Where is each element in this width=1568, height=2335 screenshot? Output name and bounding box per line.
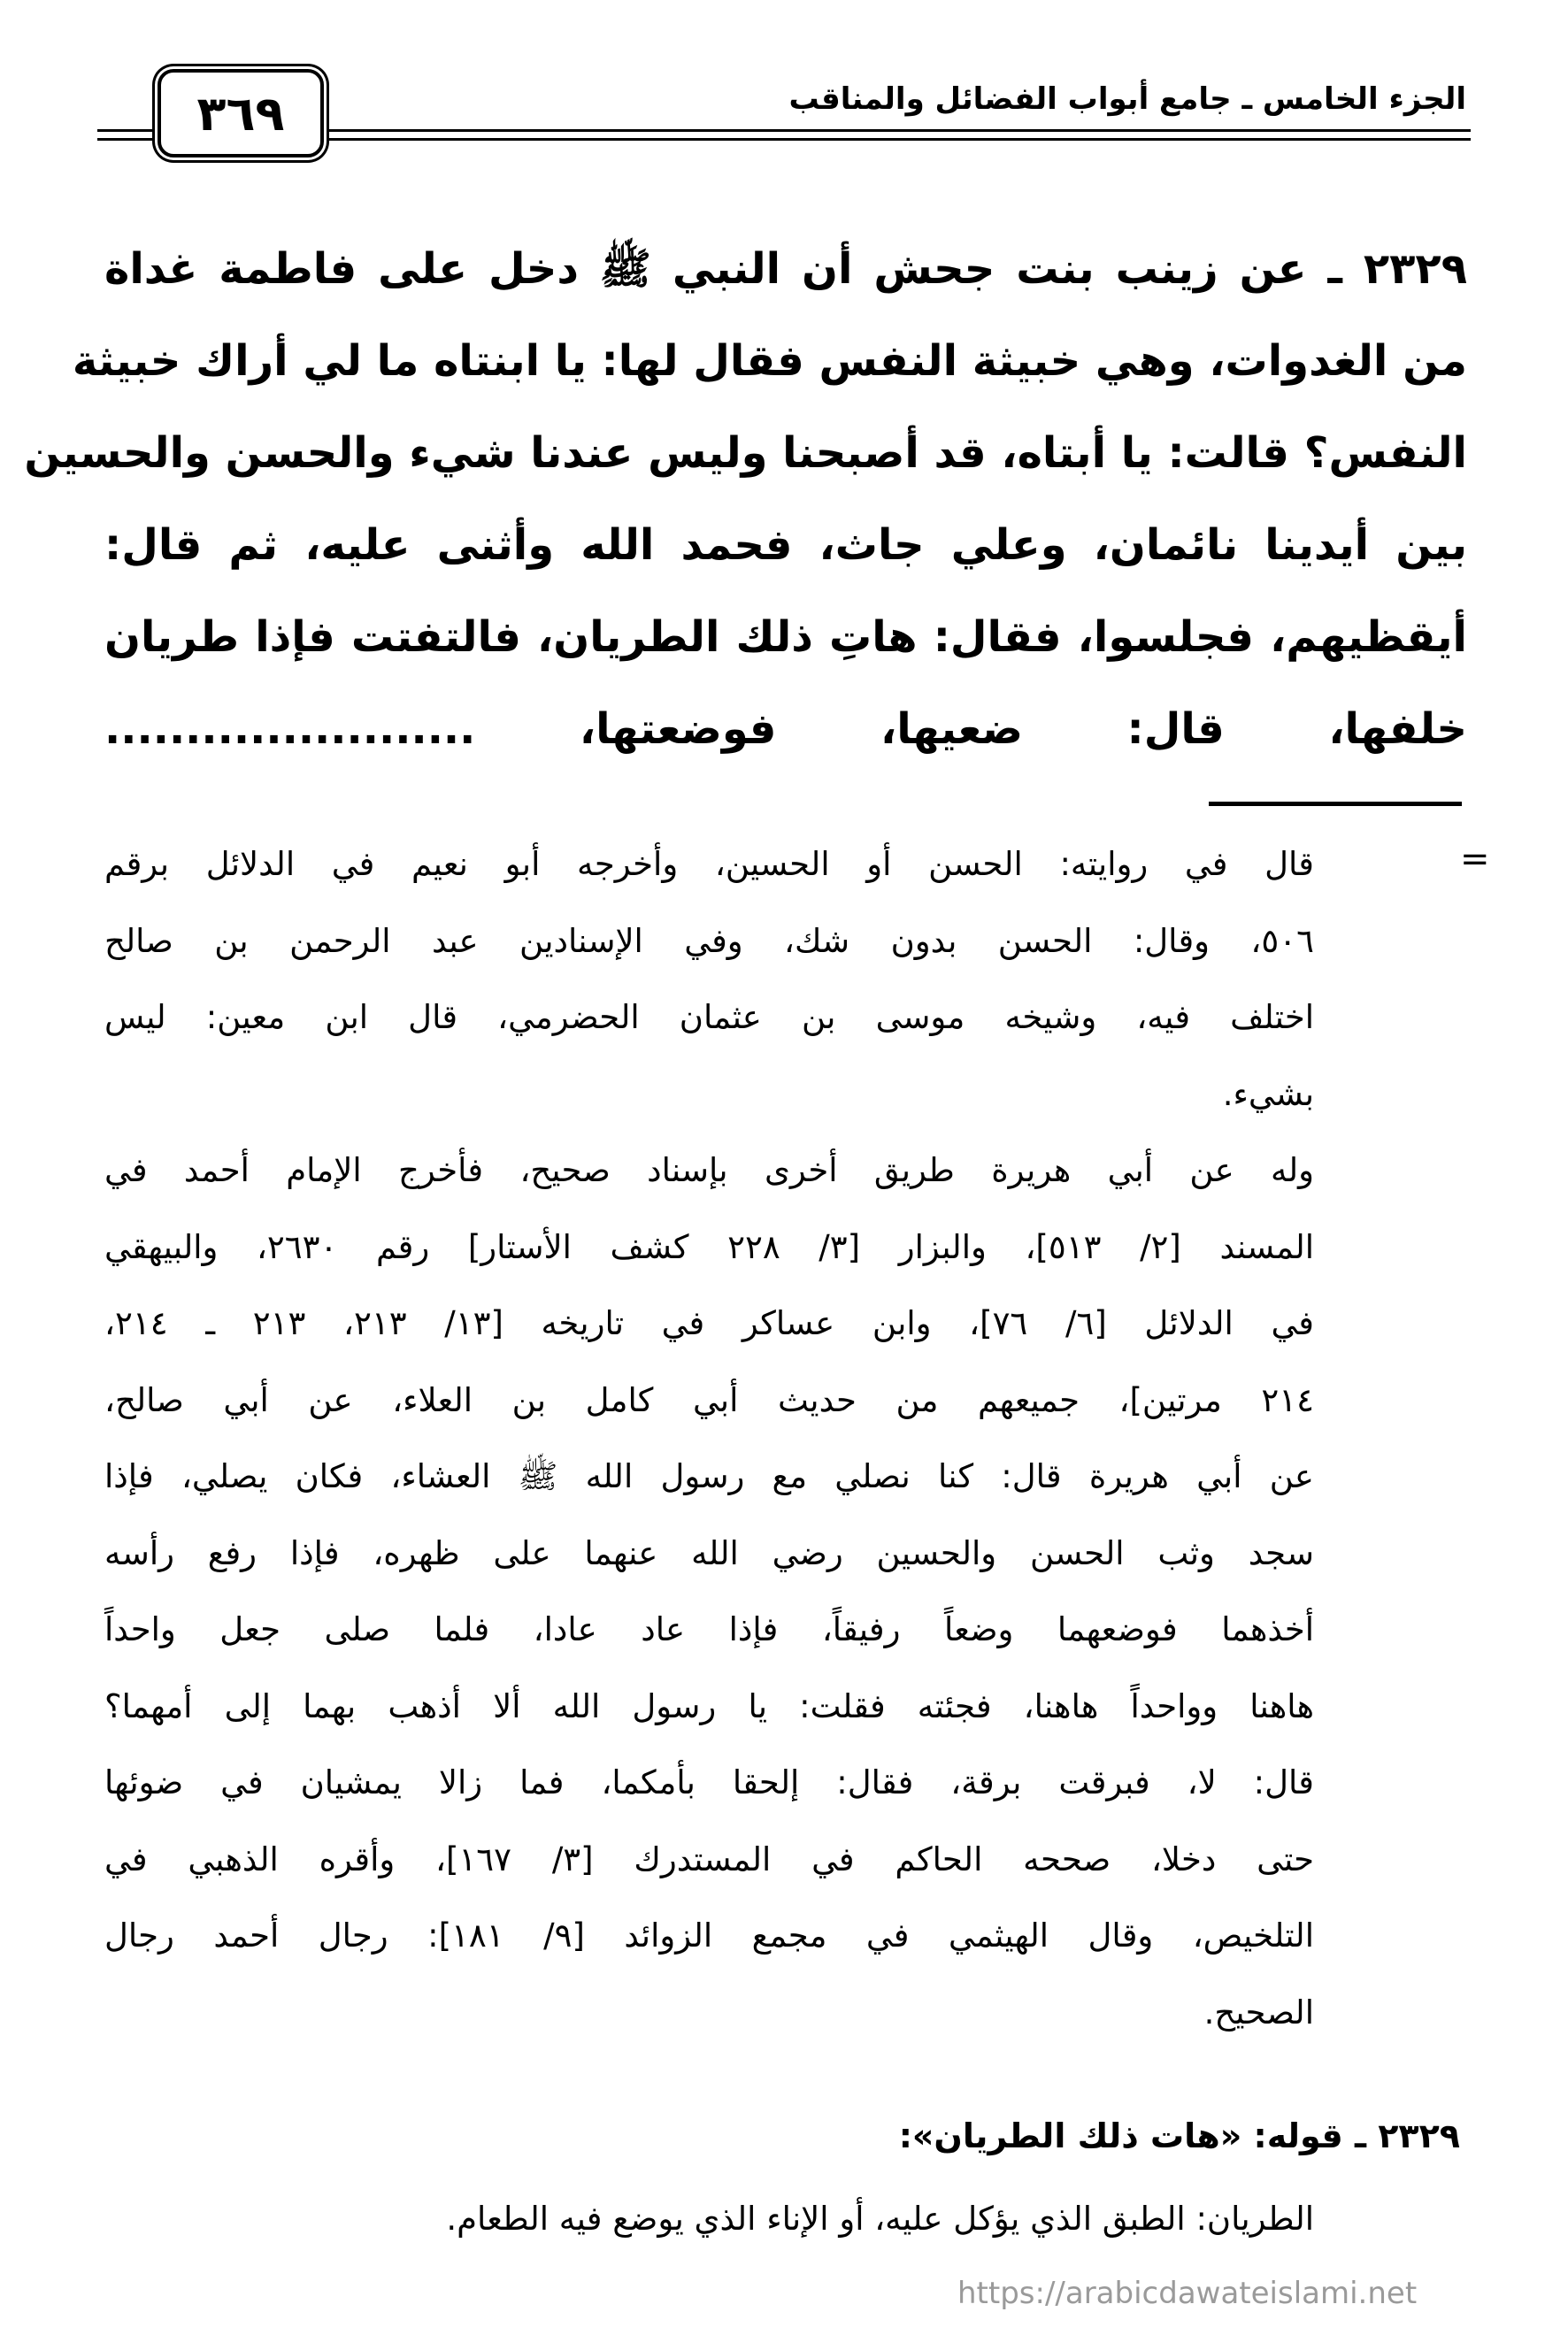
main-text-line: بين أيدينا نائمان، وعلي جاث، فحمد الله وأثنى عليه، ثم قال: xyxy=(104,520,1467,570)
hadith-main-text xyxy=(24,223,1467,775)
main-text-line: أيقظيهم، فجلسوا، فقال: هاتِ ذلك الطريان، فالتفتت فإذا طريان xyxy=(104,612,1467,662)
footnote-line: اختلف فيه، وشيخه موسى بن عثمان الحضرمي، قال ابن معين: ليس xyxy=(104,998,1314,1036)
main-text-line: من الغدوات، وهي خبيثة النفس فقال لها: يا ابنتاه ما لي أراك خبيثة xyxy=(72,336,1467,386)
footnote-line: التلخيص، وقال الهيثمي في مجمع الزوائد [٩/ ١٨١]: رجال أحمد رجال xyxy=(104,1916,1314,1955)
footnote-line: حتى دخلا، صححه الحاكم في المستدرك [٣/ ١٦٧]، وأقره الذهبي في xyxy=(104,1840,1314,1878)
footnote-line: قال: لا، فبرقت برقة، فقال: إلحقا بأمكما، فما زالا يمشيان في ضوئها xyxy=(104,1763,1314,1801)
footnote-line: هاهنا وواحداً هاهنا، فجئته فقلت: يا رسول الله ألا أذهب بهما إلى أمهما؟ xyxy=(104,1686,1314,1725)
footnote-line: بشيء. xyxy=(1222,1074,1314,1113)
glossary-definition: الطريان: الطبق الذي يؤكل عليه، أو الإناء الذي يوضع فيه الطعام. xyxy=(446,2200,1314,2238)
page-number: ٣٦٩ xyxy=(196,85,285,142)
footnote-line: الصحيح. xyxy=(1203,1993,1314,2032)
source-watermark: https://arabicdawateislami.net xyxy=(957,2276,1418,2311)
footnote-line: قال في روايته: الحسن أو الحسين، وأخرجه أبو نعيم في الدلائل برقم xyxy=(104,845,1314,883)
footnote-continuation-mark: = xyxy=(1460,839,1490,879)
footnote-line: سجد وثب الحسن والحسين رضي الله عنهما على ظهره، فإذا رفع رأسه xyxy=(104,1533,1314,1572)
footnote-line: وله عن أبي هريرة طريق أخرى بإسناد صحيح، فأخرج الإمام أحمد في xyxy=(104,1151,1314,1189)
main-text-line: خلفها، قال: ضعيها، فوضعتها، ....................... xyxy=(104,704,1467,754)
main-text-line: النفس؟ قالت: يا أبتاه، قد أصبحنا وليس عندنا شيء والحسن والحسين xyxy=(24,428,1467,478)
footnote-divider xyxy=(1209,802,1462,806)
footnote-line: أخذهما فوضعهما وضعاً رفيقاً، فإذا عاد عادا، فلما صلى جعل واحداً xyxy=(104,1610,1314,1648)
footnote-line: المسند [٢/ ٥١٣]، والبزار [٣/ ٢٢٨ كشف الأستار] رقم ٢٦٣٠، والبيهقي xyxy=(104,1227,1315,1266)
footnote-text xyxy=(104,826,1314,2051)
page-number-box xyxy=(158,69,324,157)
footnote-line: في الدلائل [٦/ ٧٦]، وابن عساكر في تاريخه [١٣/ ٢١٣، ٢١٣ ـ ٢١٤، xyxy=(104,1304,1314,1342)
main-text-line: ٢٣٢٩ ـ عن زينب بنت جحش أن النبي ﷺ دخل على فاطمة غداة xyxy=(104,244,1467,294)
glossary-heading: ٢٣٢٩ ـ قوله: «هات ذلك الطريان»: xyxy=(898,2116,1460,2155)
running-header-title: الجزء الخامس ـ جامع أبواب الفضائل والمناقب xyxy=(788,81,1466,117)
footnote-line: ٢١٤ مرتين]، جميعهم من حديث أبي كامل بن العلاء، عن أبي صالح، xyxy=(104,1380,1314,1419)
footnote-line: ٥٠٦، وقال: الحسن بدون شك، وفي الإسنادين عبد الرحمن بن صالح xyxy=(104,921,1314,960)
footnote-line: عن أبي هريرة قال: كنا نصلي مع رسول الله ﷺ العشاء، فكان يصلي، فإذا xyxy=(104,1457,1314,1495)
